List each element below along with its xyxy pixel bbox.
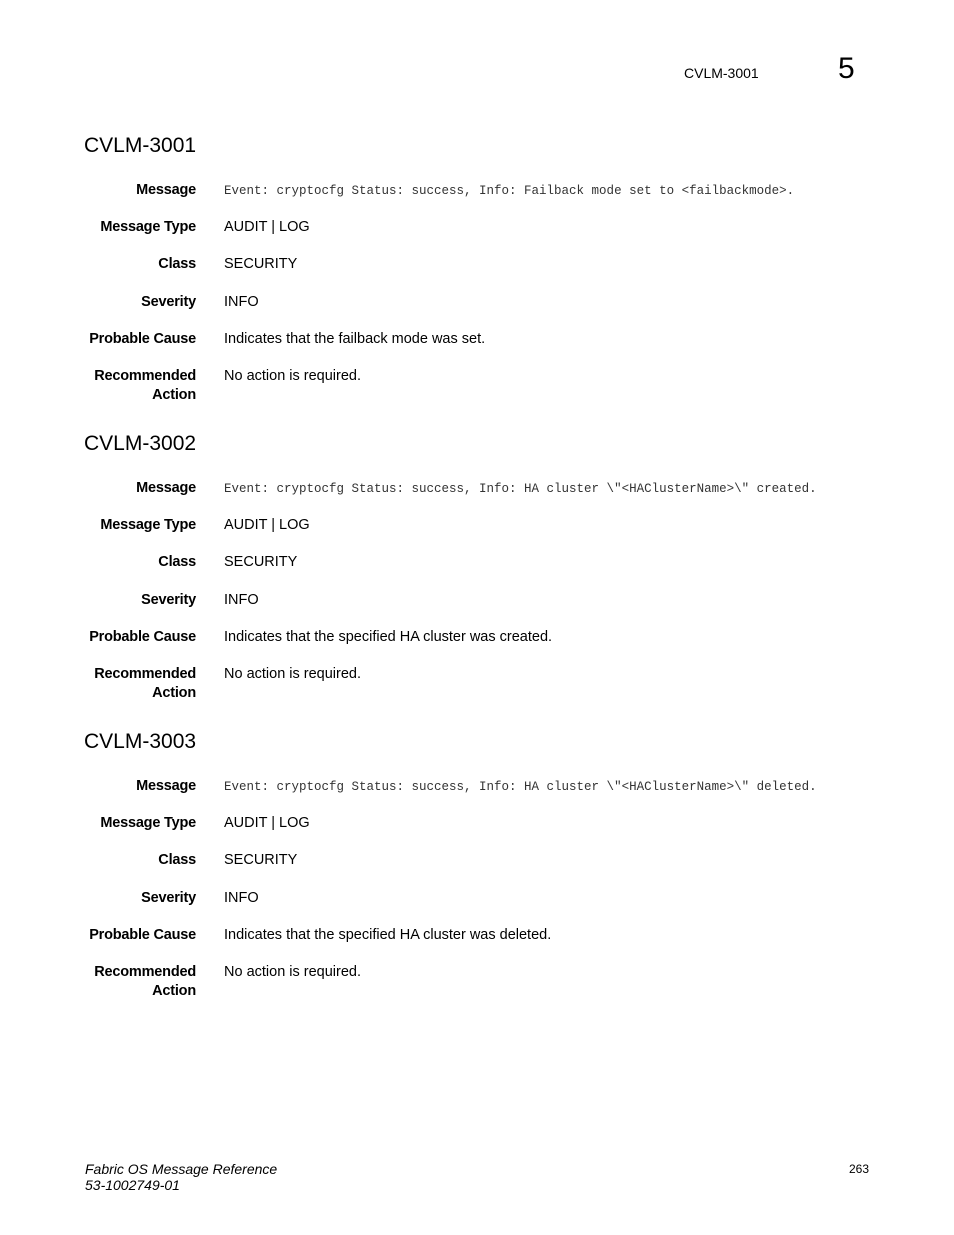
probable-cause-label: Probable Cause <box>89 629 196 645</box>
severity-value: INFO <box>224 890 259 906</box>
message-label: Message <box>136 182 196 198</box>
recommended-action-label <box>16 963 196 1001</box>
message-label: Message <box>136 480 196 496</box>
message-type-label: Message Type <box>100 219 196 235</box>
class-value: SECURITY <box>224 852 298 868</box>
message-type-label: Message Type <box>100 517 196 533</box>
probable-cause-value: Indicates that the specified HA cluster was deleted. <box>224 927 552 943</box>
recommended-action-label-line2: Action <box>152 685 196 701</box>
footer-doc-title: Fabric OS Message Reference <box>85 1161 278 1177</box>
message-type-label: Message Type <box>100 815 196 831</box>
class-label: Class <box>158 554 196 570</box>
recommended-action-label-line2: Action <box>152 983 196 999</box>
message-type-value: AUDIT | LOG <box>224 219 310 235</box>
section-title: CVLM-3003 <box>84 730 197 753</box>
class-label: Class <box>158 852 196 868</box>
class-value: SECURITY <box>224 554 298 570</box>
message-value: Event: cryptocfg Status: success, Info: HA cluster \"<HAClusterName>\" created. <box>224 482 817 496</box>
probable-cause-value: Indicates that the specified HA cluster was created. <box>224 629 553 645</box>
message-label: Message <box>136 778 196 794</box>
probable-cause-value: Indicates that the failback mode was set. <box>224 331 486 347</box>
message-type-value: AUDIT | LOG <box>224 815 310 831</box>
severity-label: Severity <box>141 592 196 608</box>
probable-cause-label: Probable Cause <box>89 331 196 347</box>
probable-cause-label: Probable Cause <box>89 927 196 943</box>
class-label: Class <box>158 256 196 272</box>
recommended-action-label-line1: Recommended <box>94 964 196 980</box>
section-title: CVLM-3001 <box>84 134 197 157</box>
recommended-action-label-line1: Recommended <box>94 666 196 682</box>
footer-doc-number: 53-1002749-01 <box>85 1177 180 1193</box>
footer-page-number: 263 <box>849 1162 870 1176</box>
recommended-action-label <box>16 665 196 703</box>
recommended-action-value: No action is required. <box>224 666 362 682</box>
message-type-value: AUDIT | LOG <box>224 517 310 533</box>
message-value: Event: cryptocfg Status: success, Info: Failback mode set to <failbackmode>. <box>224 184 795 198</box>
severity-value: INFO <box>224 294 259 310</box>
recommended-action-label-line1: Recommended <box>94 368 196 384</box>
severity-label: Severity <box>141 294 196 310</box>
class-value: SECURITY <box>224 256 298 272</box>
recommended-action-value: No action is required. <box>224 964 362 980</box>
recommended-action-label-line2: Action <box>152 387 196 403</box>
severity-label: Severity <box>141 890 196 906</box>
recommended-action-value: No action is required. <box>224 368 362 384</box>
running-header-title: CVLM-3001 <box>684 65 759 81</box>
severity-value: INFO <box>224 592 259 608</box>
chapter-number: 5 <box>838 52 855 85</box>
message-value: Event: cryptocfg Status: success, Info: HA cluster \"<HAClusterName>\" deleted. <box>224 780 817 794</box>
section-title: CVLM-3002 <box>84 432 197 455</box>
recommended-action-label <box>16 367 196 405</box>
